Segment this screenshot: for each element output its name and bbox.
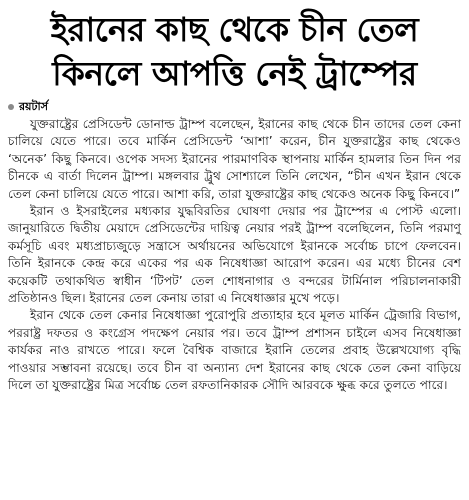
paragraph-2: ইরান ও ইসরাইলের মধ্যকার যুদ্ধবিরতির ঘোষণা দেয়ার পর ট্রাম্পের এ পোস্ট এলো। জানুয়ারিতে দ্বিতীয় মেয়াদে প্রেসিডেন্টের দায়িত্ব নেয়ার পরই ট্রাম্প বলেছিলেন, তিনি পরমাণু কর্মসূচি এবং মধ্যপ্রাচ্যজুড়ে সন্ত্রাসে অর্থায়নের অভিযোগে ইরানকে সর্বোচ্চ চাপে ফেলবেন। তিনি ইরানকে কেন্দ্র করে একের পর এক নিষেধাজ্ঞা আরোপ করেন। এর মধ্যে চীনের বেশ কয়েকটি তথাকথিত স্বাধীন ‘টিপট’ তেল শোধনাগার ও বন্দরের টার্মিনাল পরিচালনাকারী প্রতিষ্ঠানও ছিল। ইরানের তেল কেনায় তারা এ নিষেধাজ্ঞার মুখে পড়ে। bbox=[8, 204, 461, 306]
headline-line-1: ইরানের কাছ থেকে চীন তেল bbox=[50, 10, 419, 49]
byline bbox=[8, 100, 469, 114]
article-body bbox=[0, 116, 469, 395]
paragraph-3: ইরান থেকে তেল কেনার নিষেধাজ্ঞা পুরোপুরি প্রত্যাহার হবে মূলত মার্কিন ট্রেজারি বিভাগ, পররাষ্ট্র দফতর ও কংগ্রেস পদক্ষেপ নেয়ার পর। তবে ট্রাম্প প্রশাসন চাইলে এসব নিষেধাজ্ঞা কার্যকর নাও রাখতে পারে। ফলে বৈশ্বিক বাজারে ইরানি তেলের প্রবাহ উল্লেখযোগ্য বৃদ্ধি পাওয়ার সম্ভাবনা রয়েছে। তবে চীন বা অন্যান্য দেশ ইরানের কাছ থেকে তেল কেনা বাড়িয়ে দিলে তা যুক্তরাষ্ট্রের মিত্র সর্বোচ্চ তেল রফতানিকারক সৌদি আরবকে ক্ষুব্ধ করে তুলতে পারে। bbox=[8, 308, 461, 393]
paragraph-1: যুক্তরাষ্ট্রের প্রেসিডেন্ট ডোনাল্ড ট্রাম্প বলেছেন, ইরানের কাছ থেকে চীন তাদের তেল কেনা চালিয়ে যেতে পারে। তবে মার্কিন প্রেসিডেন্ট ‘আশা’ করেন, চীন যুক্তরাষ্ট্রের কাছ থেকেও ‘অনেক’ কিছু কিনবে। ওপেক সদস্য ইরানের পারমাণবিক স্থাপনায় মার্কিন হামলার তিন দিন পর চীনকে এ বার্তা দিলেন ট্রাম্প। মঙ্গলবার ট্রুথ সোশ্যালে তিনি লেখেন, “চীন এখন ইরান থেকে তেল কেনা চালিয়ে যেতে পারে। আশা করি, তারা যুক্তরাষ্ট্রের কাছ থেকেও অনেক কিছু কিনবে।” bbox=[8, 117, 461, 201]
headline-line-2: কিনলে আপত্তি নেই ট্রাম্পের bbox=[52, 54, 417, 93]
headline bbox=[0, 0, 469, 96]
news-source: রয়টার্স bbox=[19, 100, 48, 113]
bullet-dot-icon bbox=[8, 104, 14, 110]
